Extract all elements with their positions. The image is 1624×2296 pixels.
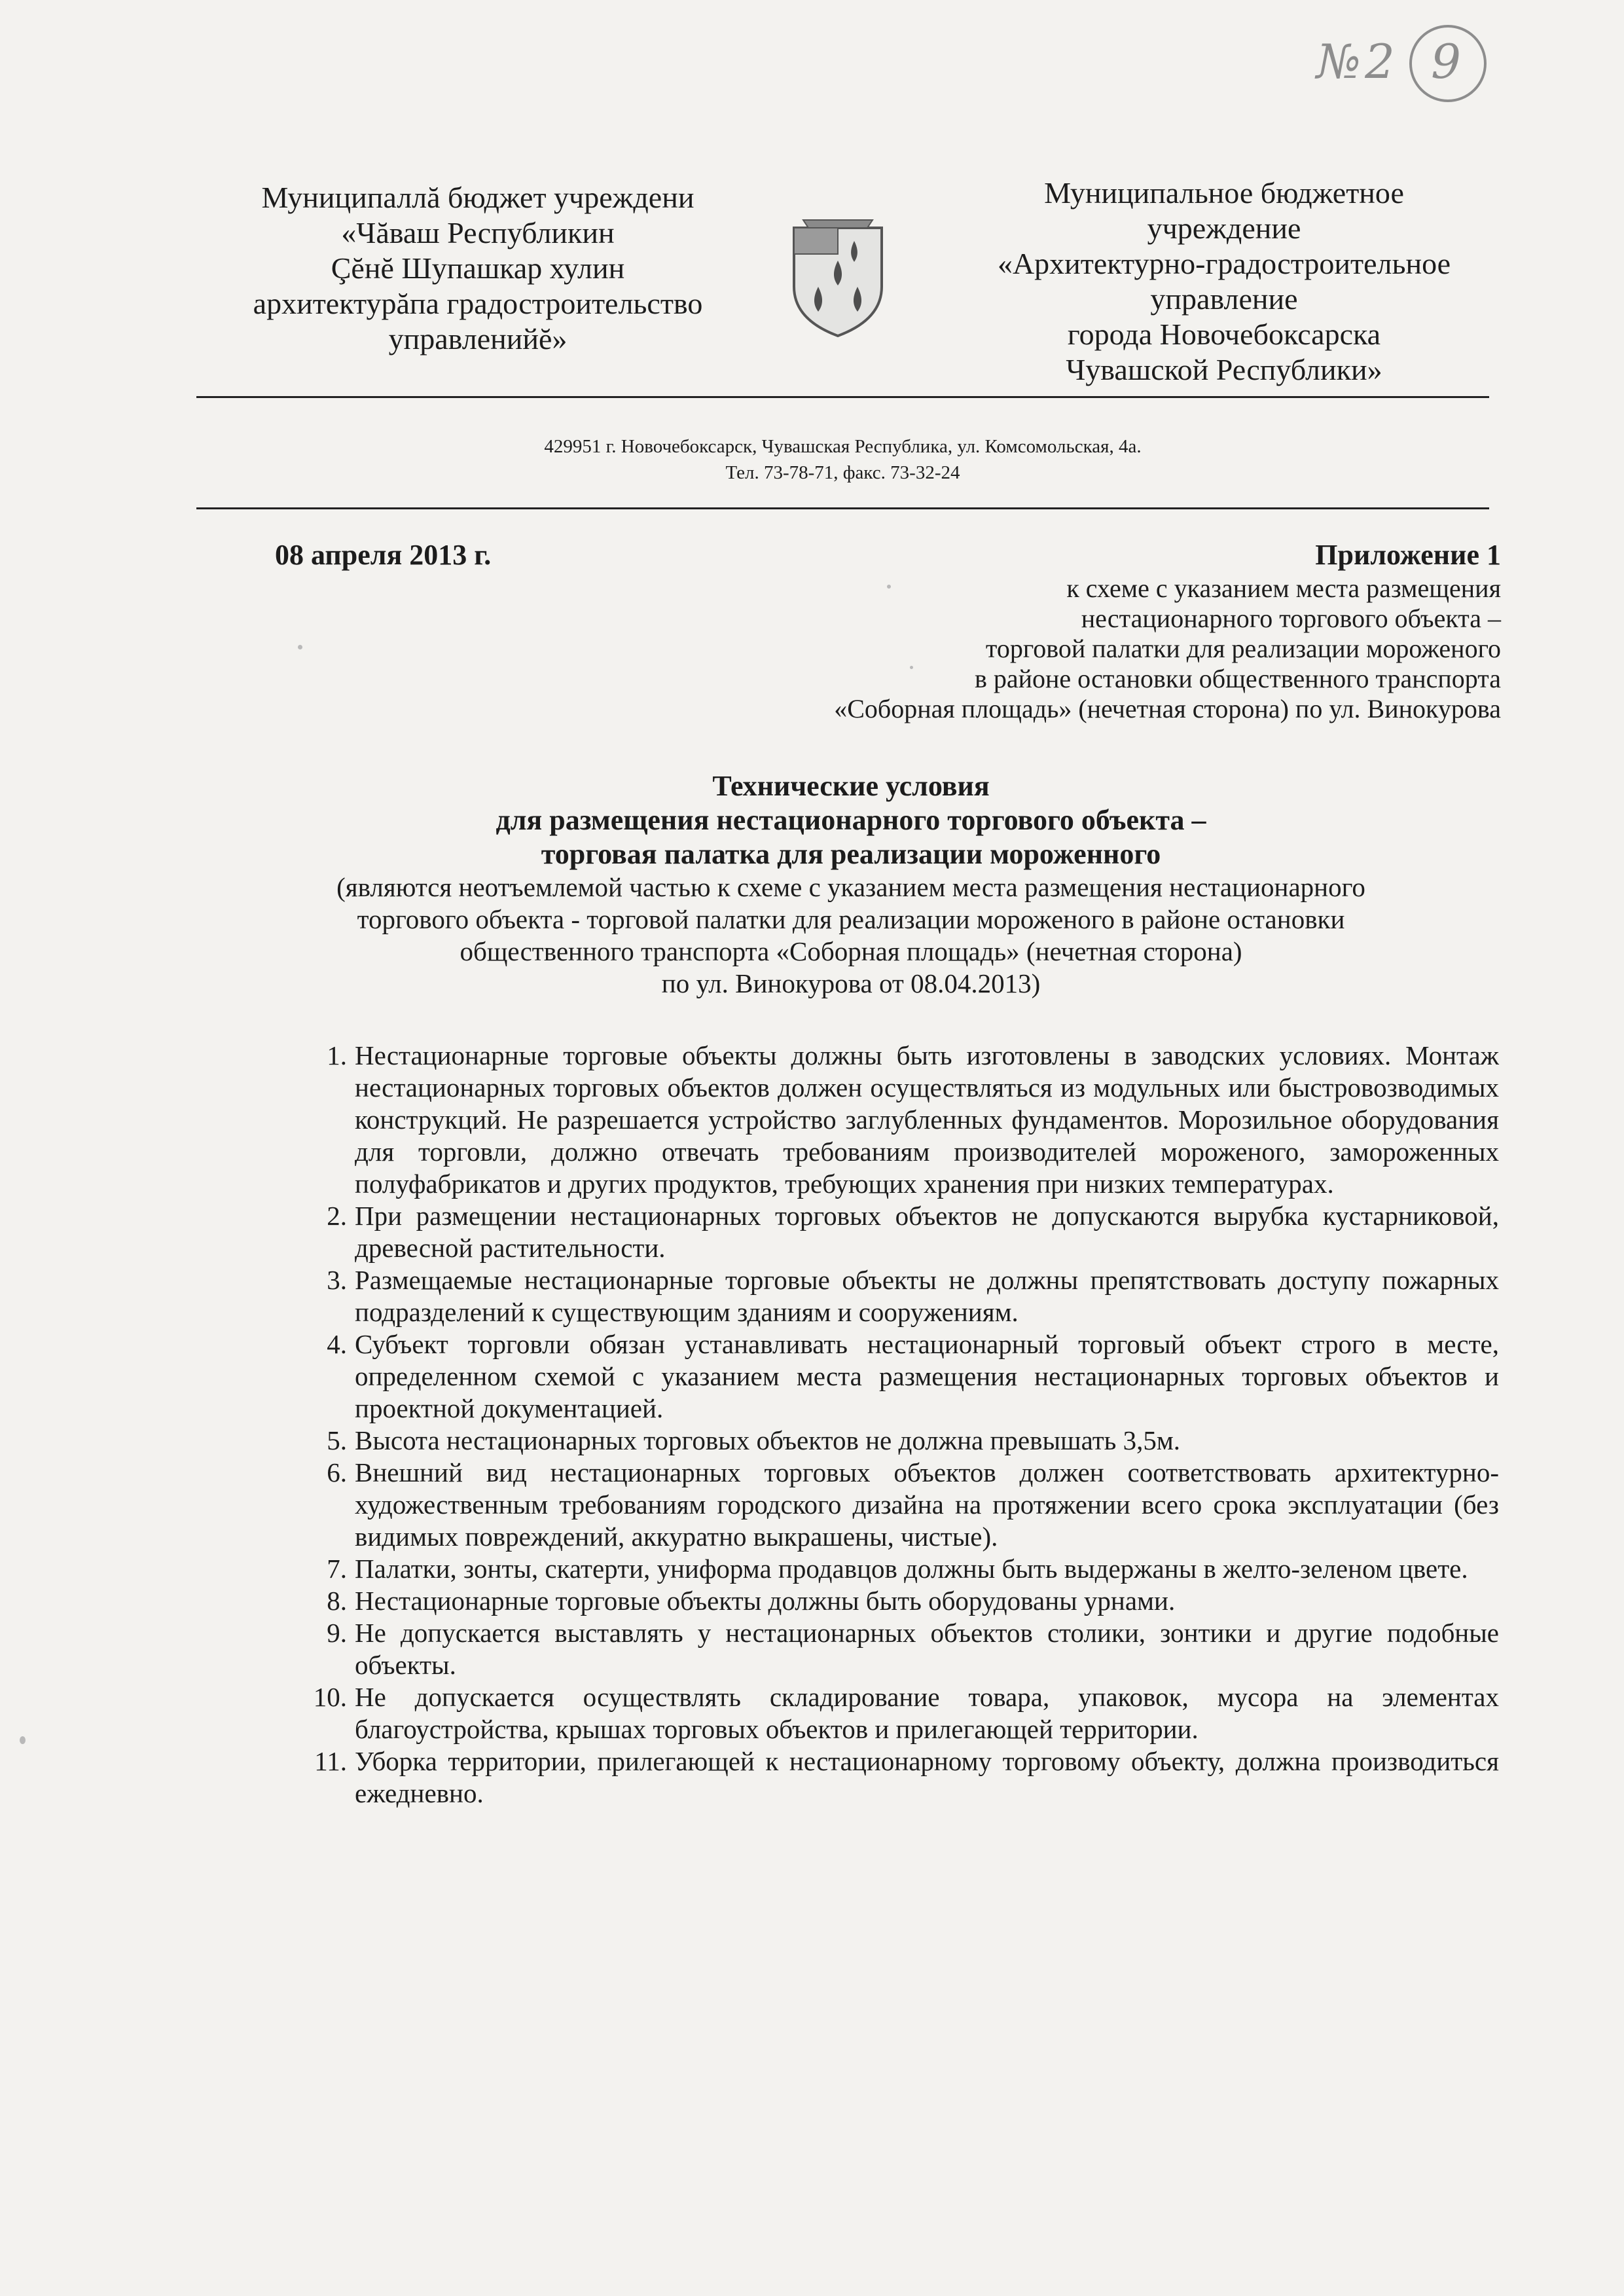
scan-speck (20, 1736, 26, 1744)
handwritten-circled-number: 9 (1409, 25, 1487, 102)
scan-speck (887, 585, 891, 589)
list-item (295, 1553, 1499, 1585)
header-left-line: Муниципаллă бюджет учреждени (261, 181, 695, 214)
letterhead-address (196, 433, 1489, 486)
appendix-block (715, 537, 1501, 724)
list-item-number: 3. (327, 1265, 347, 1295)
list-item-text: Внешний вид нестационарных торговых объектов должен соответствовать архитектурно-художественным требованиям городского дизайна на протяжении всего срока эксплуатации (без видимых повреждений, аккуратно выкрашены, чистые). (355, 1457, 1499, 1552)
list-item-number: 2. (327, 1201, 347, 1231)
scan-speck (298, 645, 302, 649)
list-item-text: Не допускается выставлять у нестационарных объектов столики, зонтики и другие подобные объекты. (355, 1618, 1499, 1680)
list-item-text: При размещении нестационарных торговых объектов не допускаются вырубка кустарниковой, древесной растительности. (355, 1201, 1499, 1263)
list-item (295, 1617, 1499, 1681)
list-item-text: Нестационарные торговые объекты должны быть оборудованы урнами. (355, 1586, 1176, 1616)
list-item-number: 4. (327, 1329, 347, 1359)
header-left-line: управленийĕ» (388, 322, 568, 355)
document-title: Технические условия (712, 770, 990, 802)
list-item-text: Уборка территории, прилегающей к нестационарному торговому объекту, должна производиться ежедневно. (355, 1746, 1499, 1808)
header-right-line: «Архитектурно-градостроительное (997, 247, 1451, 280)
list-item-number: 5. (327, 1425, 347, 1455)
contact-line: Тел. 73-78-71, факс. 73-32-24 (725, 462, 960, 483)
list-item-number: 9. (327, 1618, 347, 1648)
list-item-number: 1. (327, 1040, 347, 1070)
document-subtitle-line: (являются неотъемлемой частью к схеме с указанием места размещения нестационарного (336, 872, 1365, 902)
list-item (295, 1457, 1499, 1553)
appendix-line: к схеме с указанием места размещения (1066, 574, 1501, 603)
header-right-line: Чувашской Республики» (1066, 353, 1382, 386)
header-right-line: учреждение (1147, 211, 1301, 245)
document-date: 08 апреля 2013 г. (275, 539, 492, 571)
list-item-text: Не допускается осуществлять складирование товара, упаковок, мусора на элементах благоустройства, крышах торговых объектов и прилегающей территории. (355, 1682, 1499, 1744)
header-left-line: Çĕнĕ Шупашкар хулин (331, 251, 625, 285)
header-divider-bottom (196, 507, 1489, 509)
list-item-number: 6. (327, 1457, 347, 1487)
header-right-line: Муниципальное бюджетное (1044, 176, 1404, 210)
list-item (295, 1425, 1499, 1457)
appendix-line: в районе остановки общественного транспорта (974, 664, 1501, 693)
list-item (295, 1200, 1499, 1264)
list-item-text: Субъект торговли обязан устанавливать нестационарный торговый объект строго в месте, определенном схемой с указанием места размещения нестационарных торговых объектов и проектной документацией. (355, 1329, 1499, 1423)
handwritten-note (1316, 25, 1487, 102)
list-item (295, 1681, 1499, 1745)
header-divider-top (196, 396, 1489, 398)
conditions-list (295, 1040, 1499, 1810)
document-subtitle-line: по ул. Винокурова от 08.04.2013) (661, 968, 1041, 998)
scan-speck (910, 666, 913, 669)
document-title-line: торговая палатка для реализации мороженного (541, 838, 1161, 870)
list-item (295, 1040, 1499, 1200)
header-right-line: управление (1150, 282, 1298, 316)
header-left-line: архитектурăпа градостроительство (253, 287, 703, 320)
list-item-number: 8. (327, 1586, 347, 1616)
list-item-number: 11. (314, 1746, 347, 1776)
appendix-title: Приложение 1 (1315, 539, 1501, 571)
list-item-text: Размещаемые нестационарные торговые объекты не должны препятствовать доступу пожарных подразделений к существующим зданиям и сооружениям. (355, 1265, 1499, 1327)
header-right-line: города Новочебоксарска (1067, 318, 1381, 351)
list-item-text: Палатки, зонты, скатерти, униформа продавцов должны быть выдержаны в желто-зеленом цвете. (355, 1554, 1468, 1584)
list-item-text: Нестационарные торговые объекты должны быть изготовлены в заводских условиях. Монтаж нестационарных торговых объектов должен осуществляться из модульных или быстровозводимых конструкций. Не разрешается устройство заглубленных фундаментов. Морозильное оборудования для торговли, должно отвечать требованиям производителей мороженого, замороженных полуфабрикатов и других продуктов, требующих хранения при низких температурах. (355, 1040, 1499, 1199)
appendix-line: нестационарного торгового объекта – (1081, 604, 1501, 633)
document-subtitle-line: торгового объекта - торговой палатки для реализации мороженого в районе остановки (357, 904, 1345, 934)
list-item (295, 1585, 1499, 1617)
list-item (295, 1745, 1499, 1810)
city-coat-of-arms-icon (789, 215, 887, 339)
appendix-line: торговой палатки для реализации мороженого (985, 634, 1501, 663)
appendix-line: «Соборная площадь» (нечетная сторона) по ул. Винокурова (834, 694, 1501, 723)
document-subtitle-line: общественного транспорта «Соборная площадь» (нечетная сторона) (460, 936, 1242, 966)
list-item-text: Высота нестационарных торговых объектов не должна превышать 3,5м. (355, 1425, 1181, 1455)
header-right-russian (962, 175, 1486, 388)
list-item (295, 1328, 1499, 1425)
header-left-line: «Чăваш Республикин (341, 216, 615, 249)
document-title-block (236, 769, 1466, 1000)
list-item (295, 1264, 1499, 1328)
list-item-number: 7. (327, 1554, 347, 1584)
list-item-number: 10. (313, 1682, 347, 1712)
address-line: 429951 г. Новочебоксарск, Чувашская Республика, ул. Комсомольская, 4а. (544, 436, 1142, 457)
header-left-chuvash (196, 180, 759, 357)
handwritten-number: №2 (1316, 34, 1399, 89)
document-title-line: для размещения нестационарного торгового объекта – (496, 804, 1206, 836)
